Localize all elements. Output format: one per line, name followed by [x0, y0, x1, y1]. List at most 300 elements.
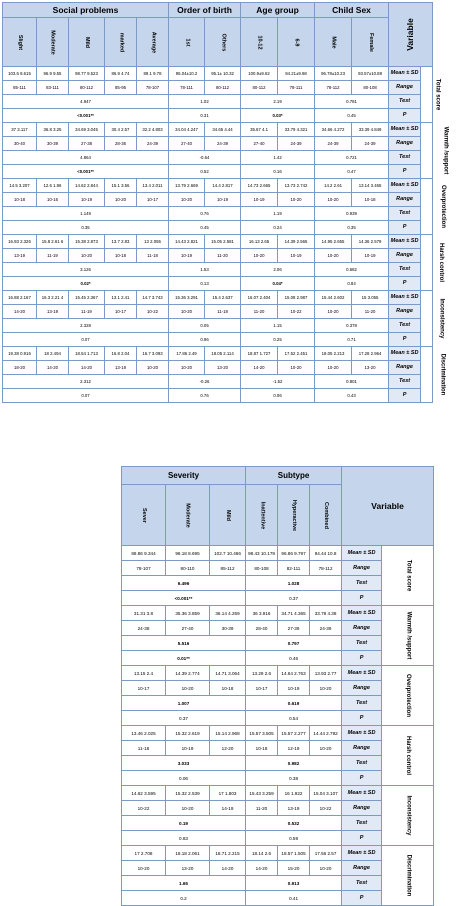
data-cell: 14.73 2.665 — [241, 179, 278, 193]
data-cell: 16.88 2.167 — [3, 291, 37, 305]
data-cell: 13-20 — [166, 861, 210, 876]
data-cell: 36 3.916 — [246, 606, 278, 621]
group-header: Subtype — [246, 467, 342, 485]
data-cell: 11-19 — [37, 249, 69, 263]
data-cell: 10-17 — [246, 681, 278, 696]
data-cell: 37 3.117 — [3, 123, 37, 137]
data-cell: 95.04±10.2 — [169, 67, 205, 81]
data-cell: 10-17 — [105, 305, 137, 319]
stat-cell: 1.65 — [122, 876, 246, 891]
data-cell: 13-19 — [37, 305, 69, 319]
data-cell: 10-20 — [169, 361, 205, 375]
data-cell: 15.38 2.873 — [69, 235, 105, 249]
data-cell: 96.18 8.695 — [166, 546, 210, 561]
row-label: Test — [389, 151, 421, 165]
column-subheader — [241, 18, 278, 67]
data-cell: 33.79 4.321 — [278, 123, 315, 137]
table-social-birth-age-sex — [2, 2, 449, 403]
stat-cell: 6.496 — [122, 576, 246, 591]
row-label: Range — [342, 621, 382, 636]
table-row — [3, 361, 433, 375]
row-label: Test — [342, 636, 382, 651]
variable-label — [421, 235, 445, 291]
table-row — [3, 207, 433, 221]
data-cell: 15.05 2.581 — [205, 235, 241, 249]
variable-label-text: Harsh control — [405, 735, 412, 776]
group-header: Child Sex — [315, 3, 389, 18]
group-header: Age group — [241, 3, 315, 18]
data-cell: 18.14 2.6 — [246, 846, 278, 861]
stat-cell: 0.25 — [241, 333, 315, 347]
stat-cell: 0.43 — [315, 389, 389, 403]
stat-cell: 0.41 — [246, 891, 342, 906]
row-label: Range — [342, 741, 382, 756]
data-cell: 14.4 2.817 — [205, 179, 241, 193]
data-cell: 30-40 — [3, 137, 37, 151]
data-cell: 14-19 — [210, 801, 246, 816]
data-cell: 14-20 — [69, 361, 105, 375]
data-cell: 11-20 — [352, 305, 389, 319]
data-cell: 34.65 4.44 — [205, 123, 241, 137]
variable-label — [421, 123, 449, 179]
data-cell: 94.21±9.98 — [278, 67, 315, 81]
data-cell: 16.93 2.326 — [3, 235, 37, 249]
data-cell: 16.07 2.404 — [241, 291, 278, 305]
data-cell: 10-20 — [315, 249, 352, 263]
data-cell: 11-20 — [205, 249, 241, 263]
data-cell: 15.43 3.259 — [246, 786, 278, 801]
stat-cell: 1.15 — [241, 319, 315, 333]
data-cell: 85-95 — [105, 81, 137, 95]
data-cell: 10-17 — [122, 681, 166, 696]
data-cell: 24-39 — [310, 621, 342, 636]
data-cell: 14.62 3.595 — [122, 786, 166, 801]
data-cell: 10-18 — [210, 681, 246, 696]
data-cell: 32.2 4.803 — [137, 123, 169, 137]
row-label: Test — [342, 696, 382, 711]
data-cell: 10-19 — [166, 741, 210, 756]
stat-cell: 1.42 — [241, 151, 315, 165]
column-subheader-label: Male — [330, 35, 337, 49]
stat-cell: 0.46 — [246, 651, 342, 666]
data-cell: 24-39 — [278, 137, 315, 151]
table-row — [3, 319, 433, 333]
column-subheader — [69, 18, 105, 67]
stat-cell: 2.312 — [3, 375, 169, 389]
data-cell: 16.8 2.04 — [105, 347, 137, 361]
stat-cell: 1.028 — [246, 576, 342, 591]
stat-cell: 0.45 — [169, 221, 241, 235]
stat-cell: 0.35 — [3, 221, 169, 235]
table-row — [3, 193, 433, 207]
data-cell: 28-40 — [246, 621, 278, 636]
data-cell: 10-20 — [122, 861, 166, 876]
row-label: Mean ± SD — [342, 666, 382, 681]
row-label: Test — [389, 207, 421, 221]
column-subheader — [105, 18, 137, 67]
data-cell: 15.57 3.505 — [246, 726, 278, 741]
stat-cell: 0.801 — [315, 375, 389, 389]
data-cell: 15.57 2.277 — [278, 726, 310, 741]
data-cell: 18-20 — [3, 361, 37, 375]
variable-label-text: Harsh control — [438, 242, 445, 283]
data-cell: 18.54 1.713 — [69, 347, 105, 361]
data-cell: 15.32 2.539 — [166, 786, 210, 801]
data-cell: 30-39 — [210, 621, 246, 636]
table-row — [3, 151, 433, 165]
data-cell: 27-40 — [169, 137, 205, 151]
group-header: Severity — [122, 467, 246, 485]
data-cell: 98.77 9.523 — [69, 67, 105, 81]
column-subheader — [278, 18, 315, 67]
data-cell: 14.64 2.763 — [278, 666, 310, 681]
stat-cell: 0.13 — [169, 277, 241, 291]
data-cell: 78-112 — [315, 81, 352, 95]
stat-cell: 0.939 — [315, 207, 389, 221]
stat-cell: 0.619 — [246, 696, 342, 711]
stat-cell: -1.52 — [241, 375, 315, 389]
data-cell: 10-20 — [241, 249, 278, 263]
data-cell: 10-20 — [69, 249, 105, 263]
table-row — [3, 291, 433, 305]
data-cell: 14.36 2.579 — [352, 235, 389, 249]
table-row — [3, 95, 433, 109]
column-subheader — [137, 18, 169, 67]
data-cell: 93.57±10.88 — [352, 67, 389, 81]
table-row — [3, 347, 433, 361]
variable-label — [421, 291, 445, 347]
row-label: Mean ± SD — [389, 235, 421, 249]
data-cell: 96.86 9.797 — [278, 546, 310, 561]
data-cell: 36.14 4.269 — [210, 606, 246, 621]
row-label: P — [342, 831, 382, 846]
data-cell: 86.9 4.74 — [105, 67, 137, 81]
variable-label-text: Overprotection — [405, 673, 412, 718]
data-cell: 14-20 — [210, 861, 246, 876]
stat-cell: <0.001** — [3, 165, 169, 179]
group-header: Social problems — [3, 3, 169, 18]
data-cell: 10-20 — [315, 193, 352, 207]
data-cell: 10-20 — [310, 861, 342, 876]
row-label: Mean ± SD — [389, 347, 421, 361]
row-label: Mean ± SD — [389, 123, 421, 137]
column-subheader — [122, 485, 166, 546]
row-label: Range — [389, 361, 421, 375]
data-cell: 14-20 — [246, 861, 278, 876]
table-row — [3, 277, 433, 291]
stat-cell: 0.532 — [246, 816, 342, 831]
stat-cell: 3.033 — [122, 756, 246, 771]
stat-cell: 4.947 — [3, 95, 169, 109]
row-label: Range — [389, 193, 421, 207]
data-cell: 27-39 — [278, 621, 310, 636]
data-cell: 18.05 2.213 — [315, 347, 352, 361]
data-cell: 14-20 — [37, 361, 69, 375]
data-cell: 15.36 3.291 — [169, 291, 205, 305]
stat-cell: 0.2 — [122, 891, 246, 906]
data-cell: 10-19 — [278, 249, 315, 263]
column-subheader-label: marked — [117, 32, 124, 52]
row-label: Test — [342, 576, 382, 591]
data-cell: 35.36 3.859 — [166, 606, 210, 621]
table-row — [122, 786, 434, 801]
variable-label-text: Warmth /support — [405, 611, 412, 660]
row-label: P — [342, 771, 382, 786]
column-subheader — [37, 18, 69, 67]
column-subheader-label: Mild — [225, 509, 232, 521]
data-cell: 18 2.494 — [37, 347, 69, 361]
data-cell: 19.38 0.916 — [3, 347, 37, 361]
stat-cell: 0.07 — [3, 389, 169, 403]
data-cell: 10-20 — [166, 681, 210, 696]
column-subheader — [278, 485, 310, 546]
stat-cell: 2.328 — [3, 319, 169, 333]
data-cell: 34.69 3.045 — [69, 123, 105, 137]
data-cell: 10-20 — [315, 305, 352, 319]
data-cell: 80-112 — [241, 81, 278, 95]
data-cell: 34.71 4.365 — [278, 606, 310, 621]
row-label: Mean ± SD — [389, 67, 421, 81]
data-cell: 10-20 — [310, 681, 342, 696]
data-cell: 15.14 2.968 — [210, 726, 246, 741]
data-cell: 13.4 2.011 — [137, 179, 169, 193]
data-cell: 34.66 4.272 — [315, 123, 352, 137]
column-subheader — [352, 18, 389, 67]
column-subheader-label: Combined — [323, 501, 330, 529]
table-row — [3, 263, 433, 277]
data-cell: 80-112 — [205, 81, 241, 95]
data-cell: 17.52 2.451 — [278, 347, 315, 361]
data-cell: 80-110 — [166, 561, 210, 576]
stat-cell: 0.378 — [315, 319, 389, 333]
stat-cell: 0.721 — [315, 151, 389, 165]
stat-cell: 4.864 — [3, 151, 169, 165]
data-cell: 13.29 2.6 — [246, 666, 278, 681]
data-cell: 17.56 2.57 — [310, 846, 342, 861]
data-cell: 94.44 10.8 — [310, 546, 342, 561]
data-cell: 16.13 2.65 — [241, 235, 278, 249]
data-cell: 13-19 — [278, 801, 310, 816]
variable-header: Variable — [342, 467, 434, 546]
table-row — [3, 249, 433, 263]
column-subheader-label: Slight — [17, 34, 23, 50]
stat-cell: 0.913 — [246, 876, 342, 891]
stat-cell: 0.59 — [246, 831, 342, 846]
row-label: P — [342, 651, 382, 666]
column-subheader-label: Average — [150, 31, 157, 53]
data-cell: 24-39 — [205, 137, 241, 151]
table-row — [122, 726, 434, 741]
data-cell: 96.9 9.55 — [37, 67, 69, 81]
data-cell: 83-111 — [37, 81, 69, 95]
stat-cell: 0.06 — [241, 389, 315, 403]
stat-cell: 0.02* — [3, 277, 169, 291]
variable-label-text: Inconsistency — [405, 795, 412, 836]
stat-cell: 0.54 — [246, 711, 342, 726]
stat-cell: 0.84 — [315, 277, 389, 291]
column-subheader-label: 6-9 — [293, 38, 300, 46]
data-cell: 33.39 4.849 — [352, 123, 389, 137]
stat-cell: 0.71 — [315, 333, 389, 347]
data-cell: 15.45 2.367 — [69, 291, 105, 305]
data-cell: 13.15 2.4 — [122, 666, 166, 681]
data-cell: 14-20 — [241, 361, 278, 375]
stat-cell: 0.35 — [315, 221, 389, 235]
row-label: Mean ± SD — [342, 546, 382, 561]
data-cell: 10-18 — [246, 741, 278, 756]
table-row — [3, 179, 433, 193]
stat-cell: 0.05 — [169, 319, 241, 333]
data-cell: 14.71 3.064 — [210, 666, 246, 681]
table-row — [3, 81, 433, 95]
stat-cell: 0.83 — [122, 831, 246, 846]
row-label: Range — [342, 801, 382, 816]
data-cell: 11-20 — [246, 801, 278, 816]
data-cell: 10-20 — [278, 193, 315, 207]
row-label: Range — [389, 249, 421, 263]
column-subheader — [166, 485, 210, 546]
row-label: P — [389, 109, 421, 123]
data-cell: 14.62 2.844 — [69, 179, 105, 193]
data-cell: 31.31 3.8 — [122, 606, 166, 621]
column-subheader — [205, 18, 241, 67]
data-cell: 14.43 2.821 — [169, 235, 205, 249]
data-cell: 18.71 2.215 — [210, 846, 246, 861]
data-cell: 80-108 — [246, 561, 278, 576]
data-cell: 82-111 — [278, 561, 310, 576]
column-subheader-label: Moderate — [49, 29, 56, 55]
stat-cell: <0.001** — [3, 109, 169, 123]
data-cell: 102.7 10.466 — [210, 546, 246, 561]
data-cell: 17 2.708 — [122, 846, 166, 861]
data-cell: 78-112 — [310, 561, 342, 576]
data-cell: 88.86 9.344 — [122, 546, 166, 561]
table-row — [3, 333, 433, 347]
stat-cell: 0.982 — [246, 756, 342, 771]
data-cell: 10-20 — [137, 361, 169, 375]
table-row — [122, 666, 434, 681]
stat-cell: 0.47 — [315, 165, 389, 179]
stat-cell: 1.19 — [241, 207, 315, 221]
data-cell: 15.04 3.107 — [310, 786, 342, 801]
data-cell: 89.1 9.78 — [137, 67, 169, 81]
data-cell: 16.7 3.093 — [137, 347, 169, 361]
row-label: Range — [389, 137, 421, 151]
data-cell: 10-20 — [310, 741, 342, 756]
data-cell: 78-107 — [137, 81, 169, 95]
row-label: P — [342, 591, 382, 606]
column-subheader — [246, 485, 278, 546]
data-cell: 10-19 — [69, 193, 105, 207]
table-row — [3, 235, 433, 249]
data-cell: 80-108 — [352, 81, 389, 95]
data-cell: 13.46 2.025 — [122, 726, 166, 741]
data-cell: 95.1± 10.32 — [205, 67, 241, 81]
data-cell: 11-20 — [241, 305, 278, 319]
data-cell: 13-20 — [205, 361, 241, 375]
data-cell: 98.43 10.179 — [246, 546, 278, 561]
stat-cell: 0.38 — [246, 771, 342, 786]
stat-cell: 1.02 — [169, 95, 241, 109]
variable-label — [382, 846, 434, 906]
group-header: Order of birth — [169, 3, 241, 18]
column-subheader — [169, 18, 205, 67]
stat-cell: 0.31 — [169, 109, 241, 123]
data-cell: 15.44 2.602 — [315, 291, 352, 305]
data-cell: 85-111 — [3, 81, 37, 95]
data-cell: 18.05 2.114 — [205, 347, 241, 361]
stat-cell: 1.53 — [169, 263, 241, 277]
column-subheader-label: Hyperactive — [291, 499, 298, 531]
stat-cell: 1.149 — [3, 207, 169, 221]
data-cell: 13.73 2.742 — [278, 179, 315, 193]
stat-cell: 0.16 — [241, 165, 315, 179]
row-label: Range — [342, 561, 382, 576]
data-cell: 14.95 2.655 — [315, 235, 352, 249]
column-subheader-label: 1st — [184, 38, 191, 46]
data-cell: 27-40 — [166, 621, 210, 636]
data-cell: 78-107 — [122, 561, 166, 576]
data-cell: 15.08 2.987 — [278, 291, 315, 305]
column-subheader-label: Inattentive — [259, 501, 266, 529]
data-cell: 18.57 1.505 — [278, 846, 310, 861]
data-cell: 13-19 — [3, 249, 37, 263]
stat-cell: 0.04* — [241, 277, 315, 291]
data-cell: 10-20 — [166, 801, 210, 816]
stat-cell: 0.76 — [169, 207, 241, 221]
data-cell: 103.6 8.615 — [3, 67, 37, 81]
data-cell: 11-18 — [122, 741, 166, 756]
data-cell: 14-20 — [3, 305, 37, 319]
data-cell: 80-112 — [69, 81, 105, 95]
data-cell: 17 1.803 — [210, 786, 246, 801]
data-cell: 15 3.055 — [352, 291, 389, 305]
column-subheader — [3, 18, 37, 67]
data-cell: 33.78 4.38 — [310, 606, 342, 621]
data-cell: 10-19 — [205, 193, 241, 207]
column-subheader-label: 10-12 — [256, 34, 263, 50]
data-cell: 10-20 — [315, 361, 352, 375]
data-cell: 14.39 2.774 — [166, 666, 210, 681]
variable-label — [382, 666, 434, 726]
stat-cell: 3.126 — [3, 263, 169, 277]
stat-cell: 0.24 — [241, 221, 315, 235]
data-cell: 35.67 4.1 — [241, 123, 278, 137]
data-cell: 10-18 — [3, 193, 37, 207]
variable-label — [382, 546, 434, 606]
stat-cell: <0.001** — [122, 591, 246, 606]
data-cell: 11-18 — [205, 305, 241, 319]
data-cell: 15.8 2.61 6 — [37, 235, 69, 249]
data-cell: 10-20 — [169, 193, 205, 207]
data-cell: 13.14 3.465 — [352, 179, 389, 193]
variable-label — [382, 726, 434, 786]
data-cell: 10-22 — [310, 801, 342, 816]
row-label: Mean ± SD — [389, 179, 421, 193]
row-label: Test — [389, 263, 421, 277]
row-label: Test — [389, 319, 421, 333]
data-cell: 14.39 2.565 — [278, 235, 315, 249]
variable-label-text: Total score — [434, 78, 441, 111]
stat-cell: 5.516 — [122, 636, 246, 651]
row-label: Range — [342, 681, 382, 696]
table-row — [3, 67, 433, 81]
data-cell: 13-20 — [352, 361, 389, 375]
column-subheader-label: Sever — [141, 507, 147, 523]
variable-label-text: Inconsistency — [438, 298, 445, 339]
data-cell: 24-38 — [122, 621, 166, 636]
column-subheader-label: Moderate — [184, 502, 191, 528]
